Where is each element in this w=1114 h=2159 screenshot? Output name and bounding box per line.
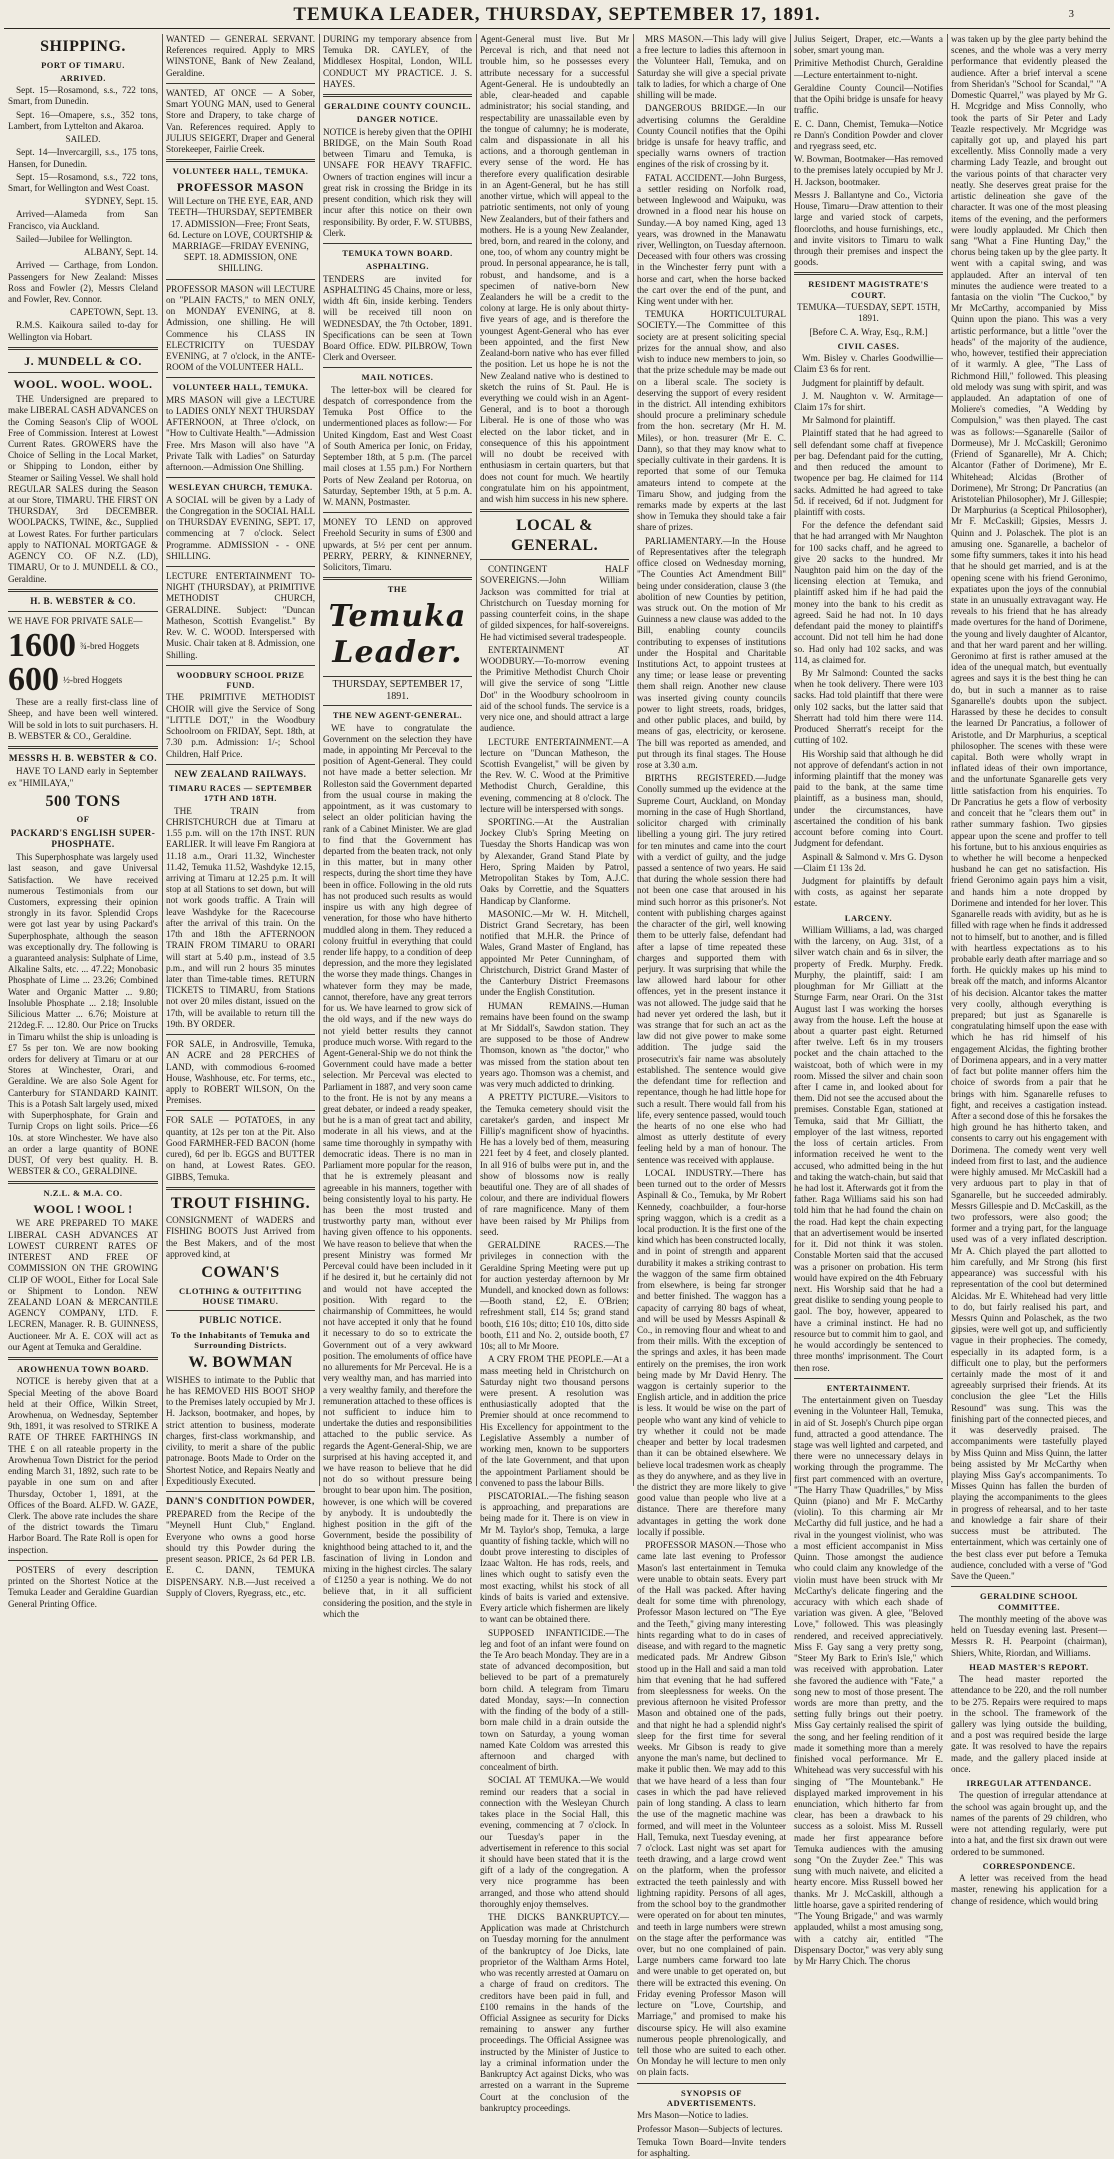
court-item: Judgment for plaintiffs by default with costs, as against her separate estate. — [794, 875, 943, 909]
divider — [8, 589, 158, 592]
news-item: PROFESSOR MASON.—Those who came late last evening to Professor Mason's last entertainment in Temuka were unable to obtain seats. Every part of the Hall was packed. After having dealt for some time with phrenology, Professor Mason lectured on "The Eye and the Teeth," giving many interesting hints regarding what to do in cases of disease, and with regard to the magnetic medicated pads. Mr Andrew Gibson stood up in the Hall and said a man told him that evening that he had suffered from sleeplessness for weeks. On the previous afternoon he visited Professor Mason and obtained one of the pads, and that night he had a splendid night's sleep for the first time for several weeks. Mr Gibson is ready to give anyone the man's name, but declined to make it public then. We may add to this that we have heard of a less than four cases in which the pad have relieved pain of long standing. A class to learn the use of the magnetic machine was formed, and will meet in the Volunteer Hall, Temuka, next Tuesday evening, at 7 o'clock. Last night was set apart for teeth drawing, and a large crowd went on the platform, when the professor extracted the teeth painlessly and with lightning rapidity. Persons of all ages, from the school boy to the grandmother were operated on for about ten minutes, and teeth in large numbers were strewn on the stage after the performance was over, but no one complained of pain. Large numbers came forward too late and were unable to get operated on, but there will be extracted this evening. On Friday evening Professor Mason will lecture on "Love, Courtship, and Marriage," and promised to make his discourse spicy. He will also examine numerous people phrenologically, and tell those who are suited to each other. On Monday he will lecture to men only on plain facts. — [637, 1540, 786, 2078]
shipping-line: Sept. 15—Rosamond, s.s., 722 tons, Smart, for Wellington and West Coast. — [8, 171, 158, 193]
news-item: SUPPOSED INFANTICIDE.—The leg and foot of an infant were found on the Te Aro beach Monday. They are in a state of advanced decomposition, but believed to be part of a prematurely born child. A telegram from Timaru dated Monday, says:—In connection with the finding of the body of a still-born male child in a drain outside the town on Saturday, a young woman named Kate Coldom was arrested this afternoon and charged with concealment of birth. — [480, 1627, 629, 1773]
divider — [166, 764, 315, 765]
news-item: LOCAL INDUSTRY.—There has been turned out to the order of Messrs Aspinall & Co., Temuka, by Mr Robert Kennedy, coachbuilder, a four-horse spring waggon, which is a credit as a local production. It is the first one of the kind which has been constructed locally, and in point of strength and apparent durability it makes a striking contrast to the waggon of the same firm obtained from elsewhere, is being far stronger and better finished. The waggon has a capacity of carrying 80 bags of wheat, and will be used by Messrs Aspinall & Co., in removing flour and wheat to and from their mills. With the exception of the springs and axles, it has been made entirely on the premises, the iron work being made by Mr David Henry. The waggon is certainly superior to the English article, and in addition the price is less. It would be wise on the part of people who want any kind of vehicle to try whether it could not be made cheaper and better by local tradesmen than it can be obtained elsewhere. We believe local tradesmen work as cheaply as they do anywhere, and as they live in the district they are more likely to give good value than people who live at a distance. There are therefore many advantages in getting the work done locally if possible. — [637, 1167, 786, 1537]
divider — [794, 1378, 943, 1379]
arowhenua-body: NOTICE is hereby given that at a Special Meeting of the above Board held at their Office, Wilkin Street, Arowhenua, on Wednesday, September 9th, 1891, it was resolved to STRIKE A RATE OF THREE FARTHINGS IN THE £ on all rateable property in the Arowhenua Town District for the period ending March 31, 1892, such rate to be payable in one sum on and after Thursday, October 1, 1891, at the Offices of the Board. ALFD. W. GAZE, Clerk. The above rate includes the share of the district towards the Timaru Harbor Board. The Rate Roll is open for inspection. — [8, 1376, 158, 1555]
railways-body: THE TRAIN from CHRISTCHURCH due at Timaru at 1.55 p.m. will on the 17th INST. RUN EARLIER. It will leave Fm Rangiora at 11.18 a.m., Orari 11.32, Winchester 11.42, Temuka 11.52, Washdyke 12.15, arriving at Timaru at 12.25 p.m. It will stop at all Stations to set down, but will not work goods traffic. A Train will leave Washdyke for the Racecourse after the arrival of this train. On the 17th and 18th the AFTERNOON TRAIN FROM TIMARU to ORARI will start at 5.40 p.m., instead of 3.5 p.m., and will run 2 hours 35 minutes later than Time-table times. RETURN TICKETS to TIMARU, from Stations not over 20 miles distant, issued on the 17th, will be available to return till the 19th. BY ORDER. — [166, 805, 315, 1029]
mason2-body: PROFESSOR MASON will LECTURE on "PLAIN FACTS," to MEN ONLY, on MONDAY EVENING, at 8. Admission, one shilling. He will Commence his CLASS IN ELECTRICITY on TUESDAY EVENING, at 7 o'clock, in the ANTE-ROOM of the VOLUNTEER HALL. — [166, 283, 315, 373]
news-item: ENTERTAINMENT AT WOODBURY.—To-morrow evening the Primitive Methodist Church Choir will give the service of song "Little Dot" in the Woodbury schoolroom in aid of the school funds. The service is a very nice one, and should attract a large audience. — [480, 644, 629, 734]
divider — [794, 272, 943, 275]
divider — [323, 577, 472, 580]
wesleyan-body: A SOCIAL will be given by a Lady of the Congregation in the SOCIAL HALL on THURSDAY EVENING, SEPT. 17, commencing at 7 o'clock. Select Programme. ADMISSION - - ONE SHILLING. — [166, 494, 315, 561]
woodbury-body: THE PRIMITIVE METHODIST CHOIR will give the Service of Song "LITTLE DOT," in the Woodbury Schoolroom on FRIDAY, Sept. 18th, at 7.30 p.m. Admission: 1/-; School Children, Half Price. — [166, 692, 315, 759]
irregular-body: The question of irregular attendance at the school was again brought up, and the names of the parents of 29 children, who were not attending regularly, were put into a hat, and the first six drawn out were ordered to be summoned. — [951, 1790, 1107, 1857]
wool-heading: WOOL. WOOL. WOOL. — [13, 377, 153, 392]
editorial-heading: THE NEW AGENT-GENERAL. — [332, 710, 463, 721]
court-item: Plaintiff stated that he had agreed to sell defendant some chaff at fivepence per bag. Defendant paid for the cutting, and then reduced the amount to twopence per bag. He claimed for 114 sacks. Admitted he had agreed to take 5d. if received, 6d if not. Judgment for plaintiff with costs. — [794, 428, 943, 517]
trout-heading: TROUT FISHING. — [170, 1194, 311, 1212]
column-rule — [947, 34, 948, 1486]
divider — [166, 566, 315, 567]
posters-notice: POSTERS of every description printed on the Shortest Notice at the Temuka Leader and Geraldine Guardian General Printing Office. — [8, 1564, 158, 1609]
divider — [166, 377, 315, 378]
hogget-label: ½-bred Hoggets — [63, 674, 123, 685]
for-sale-potatoes: FOR SALE — POTATOES, in any quantity, at 12s per ton at the Pit. Also Good FARMHER-FED BACON (home cured), 6d per lb. EGGS and BUTTER on hand, at Lowest Rates. GEO. GIBBS, Temuka. — [166, 1115, 315, 1182]
woodbury-heading: WOODBURY SCHOOL PRIZE FUND. — [176, 669, 305, 691]
news-item: MRS MASON.—This lady will give a free lecture to ladies this afternoon in the Volunteer Hall, Temuka, and on Saturday she will give a special private talk to ladies, for which a charge of One shilling will be made. — [637, 34, 786, 101]
hall-heading: VOLUNTEER HALL, TEMUKA. — [172, 166, 309, 177]
synopsis-item: Julius Seigert, Draper, etc.—Wants a sober, smart young man. — [794, 34, 943, 56]
court-heading: RESIDENT MAGISTRATE'S COURT. — [808, 279, 929, 300]
column-1 — [8, 34, 158, 1609]
editorial-continued: Agent-General must live. But Mr Perceval is rich, and that need not trouble him, so he possesses every attribute necessary for a successful Agent-General. He is undoubtedly an able, clear-headed and capable administrator; his social standing, and respectability are unassailable even by the tongue of calumny; he is moderate, calm and dispassionate in all his actions, and a thorough gentleman in every sense of the word. He has therefore every qualification desirable in an Agent-General, but he has still another virtue, which will appeal to the patriotic sentiments, not only of young New Zealanders, but of their fathers and mothers. He is a young New Zealander, bred, born, and reared in the colony, and one, too, of whom any country might be proud. In personal appearance, he is tall, robust, and handsome, and is a specimen of native-born New Zealanders he will be a credit to the colony at large. He is only about thirty-five years of age, and is therefore the youngest Agent-General who has ever been appointed, and the first New Zealand-born native who has ever filled the position. Let us hope he is not the New Zealand native who is destined to sketch the ruins of St. Paul. He is everything we could wish in an Agent-General, and is to boot a thorough Liberal. He is one of those who was elected on the labor ticket, and in consequence of this his appointment will no doubt be received with enthusiasm in certain quarters, but that does not count for much. We heartily congratulate him on his appointment, and wish him success in his new sphere. — [480, 34, 629, 504]
column-4 — [480, 34, 629, 2113]
news-item: A CRY FROM THE PEOPLE.—At a mass meeting held in Christchurch on Saturday night two thousand persons were present. A resolution was enthusiastically adopted that the Premier should at once recommend to His Excellency for appointment to the Legislative Assembly a number of working men, known to be supporters of the late Government, and that upon the appointment Parliament should be convened to pass the labour Bills. — [480, 1354, 629, 1488]
webster-body: These are a really first-class line of Sheep, and have been well wintered. Will be sold in lots to suit purchasers. H. B. WEBSTER & CO., Geraldine. — [8, 697, 158, 741]
public-notice-sub: To the Inhabitants of Temuka and Surrounding Districts. — [170, 1329, 311, 1350]
divider — [951, 1586, 1107, 1587]
webster-heading: H. B. WEBSTER & CO. — [30, 595, 136, 606]
wesleyan-heading: WESLEYAN CHURCH, TEMUKA. — [168, 482, 313, 493]
news-item: GERALDINE RACES.—The privileges in connection with the Geraldine Spring Meeting were put up for auction yesterday afternoon by Mr Mundell, and knocked down as follows:—Booth stand, £2, E. O'Brien; refreshment stall, £14 5s; grand stand booth, £16 10s; ditto; £10 10s, ditto side booth, £11 and No. 2, outside booth, £7 10s; all to Mr Moore. — [480, 1240, 629, 1352]
shipping-line: R.M.S. Kaikoura sailed to-day for Wellington via Hobart. — [8, 320, 158, 342]
webster2-heading: MESSRS H. B. WEBSTER & CO. — [8, 753, 158, 764]
arowhenua-heading: AROWHENUA TOWN BOARD. — [17, 1364, 149, 1375]
column-6 — [794, 34, 943, 1967]
synopsis-item: Professor Mason—Subjects of lectures. — [637, 2123, 783, 2134]
local-general-heading: LOCAL & GENERAL. — [510, 517, 599, 554]
shipping-line: SYDNEY, Sept. 15. — [84, 196, 158, 207]
ad-block: WANTED, AT ONCE — A Sober, Smart YOUNG MAN, used to General Store and Drapery, to take charge of Van. References required. Apply to JULIUS SEIGERT, Draper and General Storekeeper, Fairlie Creek. — [166, 87, 315, 154]
correspondence-heading: CORRESPONDENCE. — [982, 1860, 1076, 1871]
column-3 — [323, 34, 472, 1619]
divider — [8, 746, 158, 749]
shipping-line: Arrived—Alameda from San Francisco, via Auckland. — [8, 209, 158, 231]
mail-body: The letter-box will be cleared for despatch of correspondence from the Temuka Post Office to the undermentioned places as follow:— For United Kingdom, East and West Coast of South America per Ionic, on Friday, September 18th, at 5 p.m. (The parcel mail closes at 1.55 p.m.) For Northern Ports of New Zealand per Rotorua, on Saturday, September 19th, at 5 p.m. A. W. MANN, Postmaster. — [323, 384, 472, 508]
irregular-heading: IRREGULAR ATTENDANCE. — [966, 1778, 1092, 1789]
column-2 — [166, 34, 315, 1598]
divider — [323, 512, 472, 513]
report-heading: HEAD MASTER'S REPORT. — [969, 1661, 1089, 1672]
synopsis-item: W. Bowman, Bootmaker—Has removed to the premises lately occupied by Mr J. H. Jackson, bootmaker. — [794, 154, 943, 187]
port-heading: PORT OF TIMARU. — [41, 59, 125, 70]
divider — [8, 611, 158, 612]
of-label: OF — [76, 814, 90, 825]
synopsis-item: E. C. Dann, Chemist, Temuka—Notice re Dann's Condition Powder and clover and ryegrass seed, etc. — [794, 118, 943, 151]
court-item: Judgment for plaintiff by default. — [802, 377, 925, 388]
column-rule — [790, 34, 791, 1486]
hogget-count: 600 — [8, 661, 59, 699]
dann-heading: DANN'S CONDITION POWDER, — [166, 1496, 315, 1506]
railways-heading: NEW ZEALAND RAILWAYS. — [174, 768, 307, 779]
synopsis-item: Primitive Methodist Church, Geraldine—Lecture entertainment to-night. — [794, 58, 943, 80]
synopsis-item: Geraldine County Council—Notifies that the Opihi bridge is unsafe for heavy traffic. — [794, 82, 943, 116]
court-item: J. M. Naughton v. W. Armitage—Claim 17s for shirt. — [794, 390, 943, 412]
news-item: SOCIAL AT TEMUKA.—We would remind our readers that a social in connection with the Wesleyan Church takes place in the Social Hall, this evening, commencing at 7 o'clock. In our Tuesday's paper in the advertisement in reference to this social it should have been stated that it is the gift of a lady of the congregation. A very nice programme has been arranged, and those who attend should thoroughly enjoy themselves. — [480, 1775, 629, 1909]
bowman-heading: W. BOWMAN — [188, 1354, 293, 1372]
civil-heading: CIVIL CASES. — [837, 340, 900, 351]
synopsis-item: Messrs J. Ballantyne and Co., Victoria House, Timaru—Draw attention to their large and varied stock of carpets, floorcloths, and house furnishings, etc., and invite visitors to Timaru to walk through their premises and inspect the goods. — [794, 189, 943, 268]
shipping-line: Arrived — Carthage, from London. Passengers for New Zealand: Misses Ross and Fowler (2), Messrs Cleland and Fowler, Rev. Connor. — [8, 260, 158, 304]
shipping-heading: SHIPPING. — [40, 38, 126, 55]
shipping-line: CAPETOWN, Sept. 13. — [70, 307, 158, 318]
paper-title: Temuka Leader. — [328, 598, 467, 671]
webster2-intro: HAVE TO LAND early in September ex "HIMILAYA," — [8, 766, 158, 788]
cowan-subheading: CLOTHING & OUTFITTING HOUSE TIMARU. — [179, 1285, 302, 1306]
divider — [166, 279, 315, 280]
divider — [8, 1357, 158, 1360]
court-item: His Worship said that although he did not approve of defendant's action in not informing plaintiff that the money was paid to the bank, at the same time plaintiff, as a business man, should, under the circumstances, have ascertained the condition of his bank account before coming into Court. Judgment for defendant. — [794, 748, 943, 849]
shipping-line: Sept. 15—Rosamond, s.s., 722 tons, Smart, from Dunedin. — [8, 85, 158, 107]
packard-heading: PACKARD'S ENGLISH SUPER-PHOSPHATE. — [10, 827, 156, 849]
bowman-body: WISHES to intimate to the Public that he has REMOVED HIS BOOT SHOP to the Premises lately occupied by Mr J. H. Jackson, bootmaker, and hopes, by strict attention to business, moderate charges, first-class workmanship, and civility, to merit a share of the public patronage. Boots Made to Order on the Shortest Notice, and Repairs Neatly and Expeditiously Executed. — [166, 1374, 315, 1486]
news-item: PISCATORIAL.—The fishing season is approaching, and preparations are being made for it. There is on view in Mr M. Taylor's shop, Temuka, a large quantity of fishing tackle, which will no doubt prove interesting to disciples of Izaac Walton. He has rods, reels, and lines which ought to satisfy even the most exacting, whilst his stock of all kinds of baits is varied and extensive. Every article which fishermen are likely to want can be obtained there. — [480, 1490, 629, 1625]
larceny-body: William Williams, a lad, was charged with the larceny, on Aug. 31st, of a silver watch chain and 6s in silver, the property of Fredk. Murphy. Fredk. Murphy, the plaintiff, said: I am ploughman for Mr Gilliatt at the Sturnge Farm, near Orari. On the 31st August last I was working the horses away from the house. Left the house at about a quarter past eight. Returned after twelve. Left 6s in my trousers pocket and the chain attached to the waistcoat, both of which were in my room. Missed the silver and chain soon after I came in, and looked about for them. Did not see the accused about the premises. Constable Egan, stationed at Temuka, said that Mr Gilliatt, the employer of the last witness, reported the loss of certain articles. From information received he went to the accused, who admitted being in the hut and taking the watch-chain, but said that he had lost it. Afterwards got it from the father. Raga Williams said his son had told him that he had found the chain on the road. Had kept the chain expecting that an advertisement would be inserted for it. Did not think it was stolen. Constable Morten said that the accused was a prisoner on probation. His term would have expired on the 4th February next. His Worship said that he had a great dislike to sending young people to gaol. The boy, however, appeared to have a criminal instinct. He had no resource but to commit him to gaol, and he would accordingly be sentenced to three months' imprisonment. The Court then rose. — [794, 924, 943, 1373]
column-rule — [633, 34, 634, 1486]
synopsis-item: Mrs Mason—Notice to ladies. — [637, 2110, 749, 2121]
page-number: 3 — [1068, 8, 1074, 20]
public-notice-heading: PUBLIC NOTICE. — [199, 1315, 282, 1326]
editorial-body: WE have to congratulate the Government on the selection they have made, in appointing Mr Perceval to the position of Agent-General. They could not have made a better selection. Mr Rolleston said the Government departed from the usual course in making the appointment, as it was customary to select an older politician having the rank of a Cabinet Minister. We are glad to find that the Government has departed from the beaten track, not only in this matter, but in many other respects, during the short time they have been in office. Following in the old ruts has not produced such results as would inspire us with any high degree of veneration, for those who have hitherto muddled along in them. They reduced a colony fruitful in everything that could render life happy, to a condition of deep depression, and the more they legislated the worse they made things. Changes in whatever form they may be made, cannot, therefore, have any great terrors for us. We have learned to grow sick of the old ways, and if the new ways do not yield better results they cannot produce much worse. With regard to the Agent-General-Ship we do not think the Government could have made a better selection. Mr Perceval was elected to Parliament in 1887, and very soon came to the front. He is not by any means a great debater, or indeed a ready speaker, but he is a man of great tact and ability, moderate in all his views, and at the same time thoroughly in sympathy with democratic ideas. There is no man in Parliament more popular for the reason, that he is extremely pleasant and agreeable in his manners, together with being consistently loyal to his party. He has been the most trusted and trustworthy party man, without ever having given offence to his opponents. We have reason to believe that when the present Ministry was formed Mr Perceval could have been included in it if he desired it, but he certainly did not and would not have accepted the position. With regard to the chairmanship of Committees, he would not have accepted it only that he found it necessary to do so to extricate the Government out of a very awkward position. The emoluments of office have no allurements for Mr Perceval. He is a very wealthy man, and has married into a very wealthy family, and therefore the remuneration attached to these offices is not sufficient to induce him to undertake the duties and responsibilities attached to the public service. As regards the Agent-General-Ship, we are surprised at his having accepted it, and we have reason to believe that he did not do so without pressure being brought to bear upon him. The position, however, is one which will be covered by anybody. It is undoubtedly the highest position in the gift of the Government, beside the possibility of knighthood being attached to it, and the fascination of living in London and mixing in the highest circles. The salary of £1250 a year is nothing. We do not believe that, in it all sufficient considering the position, and the style in which the — [323, 722, 472, 1619]
shipping-line: Sept. 14—Invercargill, s.s., 175 tons, Hansen, for Dunedin. — [8, 147, 158, 169]
divider — [166, 1187, 315, 1190]
news-item: PARLIAMENTARY.—In the House of Representatives after the telegraph office closed on Wednesday morning, "The Counties Act Amendment Bill" being under consideration, clause 3 (the abolition of new Counties by petition, was struck out. On the motion of Mr Guinness a new clause was added to the Bill, enabling county councils contributing to expenses of institutions under the Hospital and Charitable Institutions Act, to appoint trustees at any time; or lease lease or preventing them shall reign. Another new clause was inserted giving county councils power to light streets, roads, bridges, and other public places, and build, by means of gas, electricity, or kerosene. The bill was reported as amended, and put through its final stages. The House rose at 3.30 a.m. — [637, 535, 786, 770]
phosphate-body: This Superphosphate was largely used last season, and gave Universal Satisfaction. We have received numerous Testimonials from our Customers, expressing their opinion strongly in its favor. Splendid Crops were got last year by using Packard's Superphosphate, although the season was exceptionally dry. The following is a guaranteed analysis: Sulphate of Lime, Alkaline Salts, etc. ... 47.22; Monobasic Phosphate of Lime ... 23.26; Combined Water and Organic Matter ... 9.80; Insoluble Phosphate ... 2.18; Insoluble Silicious Matter ... 6.76; Moisture at 212deg.F. ... 12.80. Our Price on Trucks in Timaru whilst the ship is unloading is £7 5s per ton. We are now booking orders for delivery at Timaru or at our Stores at Winchester, Orari, and Geraldine. We are also Sole Agent for Canterbury for STANDARD KAINIT. This is a Potash Salt largely used, mixed with Superphosphate, for Grain and Turnip Crops on light soils. Price—£6 10s. at store Winchester. We have also an order a large quantity of BONE DUST, Of very best quality. H. B. WEBSTER & CO., GERALDINE. — [8, 852, 158, 1177]
news-item: CONTINGENT HALF SOVEREIGNS.—John William Jackson was committed for trial at Christchurch on Tuesday morning for passing counterfeit coins, in the shape of gilded sixpences, for half-sovereigns. He had victimised several tradespeople. — [480, 564, 629, 642]
divider — [8, 347, 158, 350]
shipping-line: ALBANY, Sept. 14. — [83, 247, 158, 258]
hall2-heading: VOLUNTEER HALL, TEMUKA. — [172, 382, 309, 393]
townboard-heading: TEMUKA TOWN BOARD. — [342, 248, 453, 258]
mason-heading: PROFESSOR MASON — [176, 179, 305, 194]
dateline: THURSDAY, SEPTEMBER 17, 1891. — [323, 676, 472, 706]
entertainment-continued: was taken up by the glee party behind the scenes, and the whole was a very merry performance that evidently pleased the audience. After a brief interval a scene from Sheridan's "School for Scandal," "A Domestic Quarrel," was played by Mr G. H. Mcgridge and Miss Connolly, who took the parts of Sir Peter and Lady Teazle respectively. Mr Mcgridge was capitally got up, and played his part excellently. Miss Connolly made a very charming Lady Teazle, and brought out the various points of that character very neatly. She deserves great praise for the artistic delineation she gave of the character. It was one of the most pleasing items of the evening, and the performers were loudly applauded. Mr Chich then sang "What a Fine Hunting Day," the chorus being taken up by the glee party. It went with a capital swing, and was applauded. After an interval of ten minutes the audience were treated to a fantasia on the violin "The Cuckoo," by Mr McCarthy, accompanied by Miss Quinn upon the piano. This was a very artistic performance, but a little "over the heads" of the majority of the audience, who, however, testified their appreciation of it warmly. A glee, "The Lass of Richmond Hill," followed. This pleasing old melody was sung with spirit, and was applauded. An adaptation of one of Moliere's comedies, "A Wedding by Compulsion," was then played. The cast was as follows:—Sganarelle (Sailor of Dormeuse), Mr J. McCaskill; Geronimo (Friend of Sganarelle), Mr A. Chich; Alcantor (Father of Dorimene), Mr E. Whitehead; Alcidas (Brother of Dorimene), Mr Strong; Dr Pancratius (an Aristotelian Philosopher), Mr J. Gillespie; Dr Marphurius (a Sceptical Philosopher), Mr F. McCaskill; Gipsies, Messrs J. Quinn and J. Polaschek. The plot is an amusing one. Sganarelle, a bachelor of some fifty summers, takes it into his head that he should get married, and is at the opening scene with his friend Geronimo, expatiates upon the joys of the connubial state in an unusually extravagant way. He reveals to his friend that he has already made overtures for the hand of Dorimene, the young and lively daughter of Alcantor, and that her ward parent and her willing. Geronimo at first is rather amused at the idea of the unequal match, but eventually agrees and says it is the best thing he can do, but in such a manner as to raise Sganarelle's doubts upon the subject. Harassed by these he decides to consult the learned Dr Pancratius, a follower of Aristotle, and Dr Marphurius, a sceptical philosopher. The scenes with these were capital. Both were wholly wrapt in inflated ideas of their own importance, and the unfortunate Sganarelle gets very little satisfaction from his enquiries. To Dr Pancratius he gets a flow of verbosity and conceit that he "clears them out" in rather summary fashion. Two gipsies appear upon the scene and proffer to tell his fortune, but to his anxious enquiries as to whether he will become a henpecked husband he can get no satisfaction. His friend Geronimo again pays him a visit, and hands him a note dropped by Dorimene and intended for her lover. This Sganarelle reads with avidity, but as he is filled with rage when he finds it addressed not to himself, but to another, and is filled with heartless expectations as to his probable early death after marriage and so forth. He quickly makes up his mind to break off the match, and informs Alcantor of his decision. Alcantor takes the matter very coolly, although everything is prepared; but just as Sganarelle is congratulating himself upon the ease with which he has rid himself of his engagement Alcidas, the fighting brother of Dorimena appears, and in a very matter of fact but polite manner offers him the choice of swords from a pair that he brings with him. Sganarelle refuses to fight, and receives a castigation instead. After a second dose of this he forsakes the high ground he has hitherto taken, and consents to carry out his engagement with Dorimena. The comedy went very well indeed from first to last, and the audience were highly amused. Mr McCaskill had a very arduous part to play in that of Sganarelle, but he succeeded admirably. Messrs Gillespie and D. McCaskill, as the two professors, were also good; the former and a trying part, for the language used was of a very inflated description. Mr A. Chich played the part allotted to him carefully, and Mr Strong (his first appearance) was successful with his representation of the cool but determined Alcidas. Mr E. Whitehead had very little to do, but fairly realised his part, and Messrs Quinn and Polaschek, as the two gipsies, were well got up, and sufficiently vague in their prophecies. The comedy, especially in its adapted form, is a difficult one to play, but the performers certainly made the most of it and agreeably surprised their friends. At its conclusion the glee "Let the Hills Resound" was sung. This was the finishing part of the connected pieces, and it was deservedly praised. The accompaniments were tastefully played by Miss Quinn and Miss Quinn, the latter being assisted by Mr McCarthy when playing Miss Gay's accompaniments. To Misses Quinn has fallen the burden of playing the accompaniments to the glees in progress of rehearsal, and to her taste and knowledge a fair share of their success must be attributed. The entertainment, which was certainly one of the best class ever put before a Temuka audience, concluded with a verse of "God Save the Queen." — [951, 34, 1107, 1581]
news-item: BIRTHS REGISTERED.—Judge Conolly summed up the evidence at the Supreme Court, Auckland, on Monday morning in the case of Hugh Shortland, solicitor charged with criminally libelling a young girl. The jury retired for ten minutes and came into the court with a verdict of guilty, and the judge passed a sentence of two years. He said that during the whole session there had not been one case that aroused in his mind such horror as this prisoner's. Not content with publishing charges against the character of the girl, well knowing them to be utterly false, defendant had after a lapse of time repeated these charges and supported them with perjury. It was surprising that while the law allowed hard labour for other offences, yet in the present instance it was not allowed. The judge said that he had never yet ordered the lash, but it was strange that for such an act as the law did not give power to make some addition. The judge said the prosecutrix's fair name was absolutely established. The sentence would give the defendant time for reflection and repentance, though he had little hope for such a result. There would fall from his life, every sentence passed, would touch the hearts of no one else who had almost as utterly destitute of every feeling held by a man of honour. The sentence was received with applause. — [637, 773, 786, 1165]
news-item: TEMUKA HORTICULTURAL SOCIETY.—The Committee of this society are at present soliciting special prizes for the annual show, and also wish to induce new members to join, so that the prize schedule may be made out on a liberal scale. The society is deserving the support of every resident in the district. All intending exhibitors should procure a preliminary schedule from the hon. secretary (Mr H. M. Miles), or hon. treasurer (Mr E. C. Dann), so that they may know what to specially cultivate in their gardens. It is reported that some of our Temuka amateurs intend to compete at the Timaru Show, and judging from the remarks made by experts at the last show in Temuka they should take a fair share of prizes. — [637, 309, 786, 533]
shipping-line: Sailed—Jubilee for Wellington. — [16, 233, 133, 244]
news-item: SPORTING.—At the Australian Jockey Club's Spring Meeting on Tuesday the Shorts Handicap was won by Alexander, Grand Stand Plate by Hero, Spring Maiden by Patrol, Metropolitan Stakes by Tom, A.J.C. Oaks by Correttie, and the Squatters Handicap by Clanforme. — [480, 817, 629, 906]
newspaper-header: TEMUKA LEADER, THURSDAY, SEPTEMBER 17, 1891. — [293, 4, 821, 25]
news-item: HUMAN REMAINS.—Human remains have been found on the swamp at Mr Siddall's, Sawdon station. They are supposed to be those of Andrew Thomson, known as "the doctor," who was missed from the station about ten years ago. Thomson was a chemist, and was very much addicted to drinking. — [480, 1000, 629, 1090]
mrs-mason-body: MRS MASON will give a LECTURE to LADIES ONLY NEXT THURSDAY AFTERNOON, at Three o'clock, on "How to Cultivate Health."—Admission Free. Mrs Mason will also have "A Private Talk with Ladies" on Saturday afternoon.—Admission One Shilling. — [166, 394, 315, 473]
for-sale-land: FOR SALE, in Androsville, Temuka, AN ACRE and 28 PERCHES of LAND, with commodious 6-roomed House, Washhouse, etc. For terms, etc., apply to ROBERT WILSON, On the Premises. — [166, 1039, 315, 1106]
shipping-line: Sept. 16—Omapere, s.s., 352 tons, Lambert, from Lyttelton and Akaroa. — [8, 109, 158, 131]
shipping-line: SAILED. — [65, 134, 101, 145]
arrived-heading: ARRIVED. — [60, 72, 106, 83]
header-rule — [4, 28, 1110, 29]
synopsis-heading: SYNOPSIS OF ADVERTISEMENTS. — [666, 2087, 757, 2108]
court-item: Mr Salmond for plaintiff. — [802, 415, 896, 426]
mundell-body: THE Undersigned are prepared to make LIBERAL CASH ADVANCES on the Coming Season's Clip of WOOL Free of Commission. Interest at Lowest Current Rates. GROWERS have the Choice of Selling in the Local Market, or Shipping to London, either by Steamer or Sailing Vessel. We shall hold REGULAR SALES during the Season at our Store, TIMARU. THE FIRST ON THURSDAY, 3rd DECEMBER. WOOLPACKS, TWINE, &c., Supplied at Lowest Rates. For further particulars apply to NATIONAL MORTGAGE & AGENCY CO. OF N.Z. (LD), TIMARU, Or to J. MUNDELL & CO., Geraldine. — [8, 394, 158, 584]
hogget-line — [8, 629, 158, 663]
larceny-heading: LARCENY. — [844, 912, 893, 923]
divider — [166, 1491, 315, 1492]
divider — [8, 1181, 158, 1184]
divider — [8, 372, 158, 373]
column-rule — [162, 34, 163, 1486]
divider — [166, 159, 315, 162]
correspondence-body: A letter was received from the head master, renewing his application for a change of residence, which would bring — [951, 1873, 1107, 1906]
divider — [323, 367, 472, 368]
money-notice: MONEY TO LEND on approved Freehold Security in sums of £300 and upwards, at 5½ per cent per annum. PERRY, PERRY, & KINNERNEY, Solicitors, Timaru. — [323, 517, 472, 573]
court-item: Aspinall & Salmond v. Mrs G. Dyson—Claim £1 13s 2d. — [794, 851, 943, 873]
news-item: LECTURE ENTERTAINMENT.—A lecture on "Duncan Matheson, the Scottish Evangelist," will be given by the Rev. W. C. Wood at the Primitive Methodist Church, Geraldine, this evening, commencing at 8 o'clock. The lecture will be interspersed with songs. — [480, 736, 629, 814]
divider — [166, 83, 315, 84]
news-item: MASONIC.—Mr W. H. Mitchell, District Grand Secretary, has been notified that M.H.R. the Prince of Wales, Grand Master of England, has appointed Mr Peter Cunningham, of Christchurch, District Grand Master of the Canterbury District Freemasons under the English Constitution. — [480, 908, 629, 998]
court-date: TEMUKA—TUESDAY, SEPT. 15TH, 1891. — [796, 302, 940, 324]
synopsis-item: Temuka Town Board—Invite tenders for asphalting. — [637, 2136, 786, 2158]
divider — [480, 559, 629, 560]
court-item: For the defence the defendant said that he had arranged with Mr Naughton for 100 sacks chaff, and he agreed to give 20 sacks to the hundred. Mr Naughton paid him on the day of the licensing election at Temuka, and plaintiff asked him if he had paid the money into the bank to his credit as agreed. Said he had not. In 10 days defendant paid the money to plaintiff's account. Did not tell him he had done so. Had only had 102 sacks, and was 114, as claimed for. — [794, 520, 943, 665]
webster-intro: WE HAVE FOR PRIVATE SALE— — [8, 616, 143, 627]
council-heading: GERALDINE COUNTY COUNCIL. — [323, 101, 472, 112]
news-item: THE DICKS BANKRUPTCY.—Application was made at Christchurch on Tuesday morning for the annulment of the bankruptcy of Joe Dicks, late proprietor of the Waltham Arms Hotel, who was recently arrested at Oamaru on a charge of fraud on creditors. The creditors have been paid in full, and £100 remains in the hands of the Official Assignee as security for Dicks remaining to answer any further proceedings. The Official Assignee was instructed by the Minister of Justice to lay a criminal information under the Bankruptcy Act against Dicks, who was arrested on a warrant in the Supreme Court at the conclusion of the bankruptcy proceedings. — [480, 1912, 629, 2113]
entertainment-body: The entertainment given on Tuesday evening in the Volunteer Hall, Temuka, in aid of St. Joseph's Church pipe organ fund, attracted a good attendance. The stage was well lighted and carpeted, and there were no unnecessary delays in working through the programme. The first part commenced with an overture, "The Harry Thaw Quadrilles," by Miss Quinn (piano) and Mr F. McCarthy (violin). To this charming air Mr McCarthy did full justice, and he had a rival in the youngest violinist, who was a most efficient accompanist in Miss Quinn. Those amongst the audience who could claim any knowledge of the violin must have been struck with Mr McCarthy's delicate fingering and the accuracy with which each shade of variation was given. A glee, "Beloved Love," followed. This was pleasingly rendered, and received appreciatively. Miss F. Gay sang a very pretty song, "Steer My Bark to Erin's Isle," which was received with approbation. Later she favored the audience with "Fate," a song new to most of those present. The words are more than pretty, and the setting fully brings out their poetry. Miss Gay certainly realised the spirit of the song, and her feeling rendition of it made it something more than a merely finished vocal performance. Mr E. Whitehead was very successful with his singing of "The Mountebank." He displayed marked improvement in his enunciation, which hitherto far from clear, has been a drawback to his success as a soloist. Miss M. Russell made her first appearance before Temuka audiences with the amusing song "On the Zuyder Zee." This was sung with much naivete, and elicited a hearty encore. Miss Russell bowed her thanks. Mr J. McCaskill, although a little hoarse, gave a spirited rendering of "The Young Brigade," and was warmly applauded, whilst a most amusing song, with a catchy air, entitled "The Dispensary Doctor," was very ably sung by Mr Harry Chich. The chorus — [794, 1395, 943, 1967]
asphalt-body: TENDERS are invited for ASPHALTING 45 Chains, more or less, width 4ft 6in, inside kerbing. Tenders will be received till noon on WEDNESDAY, the 7th October, 1891. Specifications can be seen at Town Board Office. EDW. PILBROW, Town Clerk and Overseer. — [323, 273, 472, 363]
news-item: FATAL ACCIDENT.—John Burgess, a settler residing on Norfolk road, between Inglewood and Waipuku, was drowned in a flood near his house on Sunday.—A boy named King, aged 13 years, was drowned in the Manawatu river, Wellington, on Tuesday afternoon. Deceased with four others was crossing in the Winchester ferry punt with a horse and cart, when the horse backed the cart over the end of the punt, and King went under with her. — [637, 172, 786, 307]
mail-heading: MAIL NOTICES. — [361, 372, 434, 383]
divider — [166, 665, 315, 666]
school-heading: GERALDINE SCHOOL COMMITTEE. — [980, 1591, 1078, 1612]
nzl-wool-heading: WOOL ! WOOL ! — [33, 1201, 133, 1216]
divider — [166, 1034, 315, 1035]
the-label: THE — [387, 584, 408, 595]
masthead — [0, 0, 1114, 26]
school-body: The monthly meeting of the above was held on Tuesday evening last. Present—Messrs R. H. Pearpoint (chairman), Shiers, White, Riordan, and Williams. — [951, 1613, 1107, 1658]
court-before: [Before C. A. Wray, Esq., R.M.] — [809, 326, 928, 337]
divider — [166, 477, 315, 478]
divider — [8, 1560, 158, 1561]
divider — [166, 1110, 315, 1111]
hogget-count: 1600 — [8, 627, 76, 665]
asphalt-heading: ASPHALTING. — [365, 261, 430, 272]
news-item: A PRETTY PICTURE.—Visitors to the Temuka cemetery should visit the caretaker's garden, and inspect Mr Fillip's magnificent show of hyacinths. He has a lovely bed of them, measuring 221 feet by 4 feet, and closely planted. In all 916 of bulbs were put in, and the show of blossoms now is really beautiful one. They are of all shades of colour, and there are individual flowers of rare magnificence. Many of them have been raised by Mr Philips from seed. — [480, 1092, 629, 1237]
ad-block: WANTED — GENERAL SERVANT. References required. Apply to MRS WINSTONE, Bank of New Zealand, Geraldine. — [166, 34, 315, 78]
trout-body: CONSIGNMENT of WADERS and FISHING BOOTS Just Arrived from the Best Makers, and of the most approved kind, at — [166, 1215, 315, 1259]
mason-body: Will Lecture on THE EYE, EAR, AND TEETH—THURSDAY, SEPTEMBER 17. ADMISSION—Free; Front Seats, 6d. Lecture on LOVE, COURTSHIP & MARRIAGE—FRIDAY EVENING, SEPT. 18. ADMISSION, ONE SHILLING. — [168, 196, 313, 274]
nzl-heading: N.Z.L. & M.A. CO. — [43, 1188, 123, 1199]
nzl-body: WE ARE PREPARED TO MAKE LIBERAL CASH ADVANCES AT LOWEST CURRENT RATES OF INTEREST AND FREE OF COMMISSION ON THE GROWING CLIP OF WOOL, Either for Local Sale or Shipment to London. NEW ZEALAND LOAN & MERCANTILE AGENCY COMPANY, LTD. F. LECREN, Manager. R. B. GUINNESS, Auctioneer. Mr A. E. COX will act as our Agent at Temuka and Geraldine. — [8, 1218, 158, 1352]
news-item: DANGEROUS BRIDGE.—In our advertising columns the Geraldine County Council notifies that the Opihi bridge is unsafe for heavy traffic, and specially warns owners of traction engines of the risk of crossing by it. — [637, 103, 786, 170]
report-body: The head master reported the attendance to be 220, and the roll number to be 275. Repairs were required to maps in the school. The framework of the gallery was lying outside the building, and a post was required beside the large gate. It was resolved to have the repairs made, and the gallery placed inside at once. — [951, 1674, 1107, 1774]
hogget-line — [8, 663, 158, 697]
tons-heading: 500 TONS — [45, 792, 121, 810]
dann-body: PREPARED from the Recipe of the "Meynell Hunt Club," England. Everyone who owns a good horse should try this Powder during the present season. PRICE, 2s 6d PER LB. E. C. DANN, TEMUKA DISPENSARY. N.B.—Just received a Supply of Clovers, Ryegrass, etc., etc. — [166, 1509, 315, 1598]
court-item: By Mr Salmond: Counted the sacks when he took delivery. There were 103 sacks. Had told plaintiff that there were only 102 sacks, but the latter said that Sherratt had told him there were 114. Produced Sherratt's receipt for the cutting of 102. — [794, 668, 943, 746]
court-item: Wm. Bisley v. Charles Goodwillie—Claim £3 6s for rent. — [794, 353, 943, 375]
danger-body: NOTICE is hereby given that the OPIHI BRIDGE, on the Main South Road between Timaru and Temuka, is UNSAFE FOR HEAVY TRAFFIC. Owners of traction engines will incur a great risk in crossing the Bridge in its present condition, which risk they will incur after this notice on their own responsibility. By order, F. W. STUBBS, Clerk. — [323, 126, 472, 238]
hogget-label: ¾-bred Hoggets — [80, 640, 140, 651]
column-rule — [476, 34, 477, 1486]
divider — [637, 2083, 786, 2084]
danger-heading: DANGER NOTICE. — [356, 114, 439, 125]
railways-subheading: TIMARU RACES — SEPTEMBER 17TH AND 18TH. — [168, 783, 313, 804]
cayley-notice: DURING my temporary absence from Temuka DR. CAYLEY, of the Middlesex Hospital, London, WILL CONDUCT MY PRACTICE. J. S. HAYES. — [323, 34, 472, 89]
entertainment-heading: ENTERTAINMENT. — [826, 1382, 911, 1393]
column-rule — [319, 34, 320, 1486]
lecture-body: LECTURE ENTERTAINMENT TO-NIGHT (THURSDAY), at PRIMITIVE METHODIST CHURCH, GERALDINE. Subject: "Duncan Matheson, Scottish Evangelist." By Rev. W. C. WOOD. Interspersed with Music. Chair taken at 8. Admission, one Shilling. — [166, 571, 315, 660]
divider — [323, 243, 472, 244]
divider — [480, 509, 629, 512]
divider — [323, 94, 472, 97]
divider — [166, 1310, 315, 1311]
mundell-heading: J. MUNDELL & CO. — [24, 353, 142, 368]
cowan-heading: COWAN'S — [201, 1264, 280, 1282]
column-7 — [951, 34, 1107, 1906]
column-5 — [637, 34, 786, 2158]
